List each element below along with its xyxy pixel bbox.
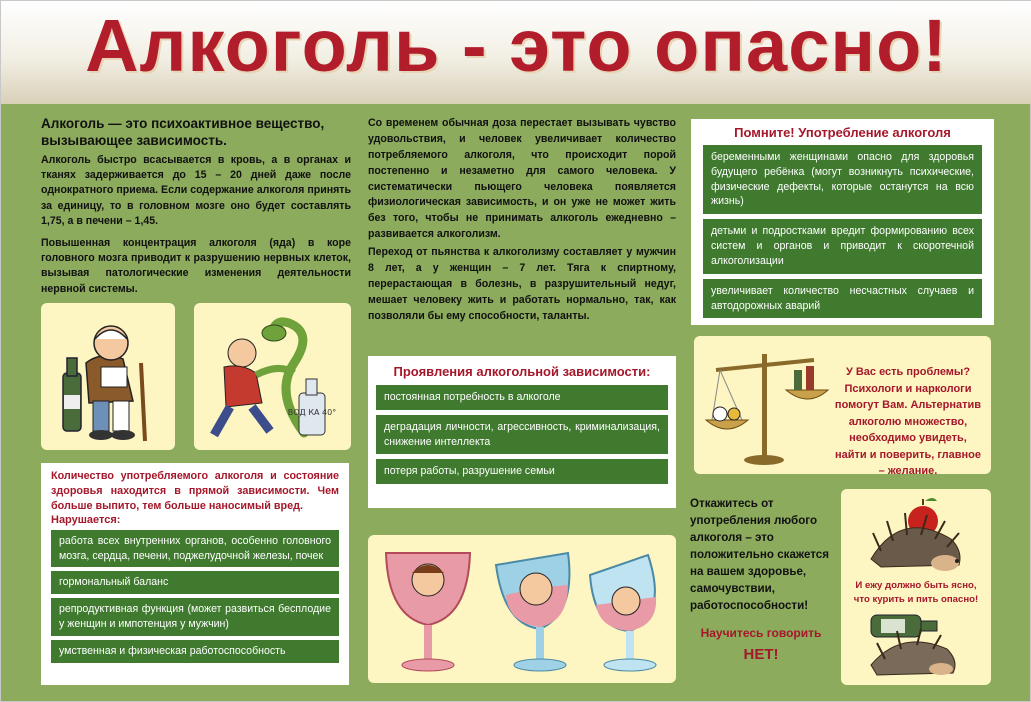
manifestation-item: деградация личности, агрессивность, криминализация, снижение интеллекта xyxy=(376,415,668,455)
middle-text-block xyxy=(368,116,676,331)
header-banner xyxy=(1,1,1031,104)
quantity-panel xyxy=(41,463,349,685)
refuse-text: Откажитесь от употребления любого алкоголя – это положительно скажется на вашем здоровье, самочувствии, работоспособности! xyxy=(690,497,830,612)
help-text: У Вас есть проблемы? Психологи и наркологи помогут Вам. Альтернатив алкоголю множество, необходимо увидеть, найти и поверить, главное – желание. xyxy=(834,366,982,477)
snake-bottle-illustration xyxy=(194,303,351,450)
lead-title: Алкоголь — это психоактивное вещество, вызывающее зависимость. xyxy=(41,116,325,148)
wine-glass-3 xyxy=(590,555,656,671)
manifestation-item: потеря работы, разрушение семьи xyxy=(376,459,668,484)
disrupted-item: умственная и физическая работоспособность xyxy=(51,640,339,663)
manifestations-panel xyxy=(368,356,676,508)
wine-glasses-illustration xyxy=(368,535,676,683)
refuse-say-label: Научитесь говорить xyxy=(700,626,822,641)
refuse-block xyxy=(690,496,832,663)
help-panel xyxy=(694,336,991,477)
manifestation-item: постоянная потребность в алкоголе xyxy=(376,385,668,410)
left-paragraph: Алкоголь быстро всасывается в кровь, а в органах и тканях задерживается до 15 – 20 дней даже после однократного приема. Если содержание алкоголя принять за единицу, то в головном мозге оно будет составлять 1,75, а в печени – 1,45. xyxy=(41,153,351,228)
page-title: Алкоголь - это опасно! xyxy=(85,4,948,87)
disrupted-item: работа всех внутренних органов, особенно головного мозга, сердца, печени, поджелудочной железы, почек xyxy=(51,530,339,568)
bottle-label: ВОД КА 40° xyxy=(287,408,337,417)
refuse-no-label: НЕТ! xyxy=(743,646,779,664)
disrupted-item: репродуктивная функция (может развиться бесплодие у женщин и импотенция у мужчин) xyxy=(51,598,339,636)
quantity-intro: Количество употребляемого алкоголя и состояние здоровья находится в прямой зависимости. Чем больше выпито, тем больше наносимый вред. xyxy=(51,470,339,512)
wine-glass-2 xyxy=(496,553,569,671)
remember-heading: Помните! Употребление алкоголя xyxy=(734,125,951,140)
wine-glass-1 xyxy=(386,553,470,671)
hedgehog-panel xyxy=(841,489,991,685)
middle-paragraph: Со временем обычная доза перестает вызывать чувство удовольствия, и человек увеличивает количество потребляемого алкоголя, что происходит порой постепенно и незаметно для самого человека. У систематически пьющего человека появляется физиологическая зависимость, и он уже не может жить без того, чтобы не принимать алкоголь ежедневно – развивается алкоголизм. xyxy=(368,117,676,241)
middle-paragraph: Переход от пьянства к алкоголизму составляет у мужчин 8 лет, а у женщин – 7 лет. Тяга к спиртному, перерастающая в болезнь, в разрушительный недуг, мешает человеку жить и работать нормально, так, как позволяли бы ему способности, таланты. xyxy=(368,246,676,322)
manifestations-heading: Проявления алкогольной зависимости: xyxy=(393,364,651,379)
disrupted-item: гормональный баланс xyxy=(51,571,339,594)
remember-item: детьми и подростками вредит формированию всех систем и органов и приводит к скоротечной алкоголизации xyxy=(703,219,982,273)
scales-illustration xyxy=(700,340,830,470)
disrupted-label: Нарушается: xyxy=(51,513,121,526)
injured-drinker-illustration xyxy=(41,303,175,450)
hedgehog-text: И ежу должно быть ясно, что курить и пить опасно! xyxy=(853,580,979,605)
remember-panel xyxy=(691,119,994,325)
left-text-block xyxy=(41,116,351,303)
remember-item: беременными женщинами опасно для здоровья будущего ребёнка (могут возникнуть психические, физические дефекты, которые останутся на всю жизнь) xyxy=(703,145,982,214)
remember-item: увеличивает количество несчастных случаев и автодорожных аварий xyxy=(703,279,982,319)
left-paragraph: Повышенная концентрация алкоголя (яда) в коре головного мозга приводит к разрушению нервных клеток, вызывая патологические изменения деятельности нервной системы. xyxy=(41,236,351,295)
